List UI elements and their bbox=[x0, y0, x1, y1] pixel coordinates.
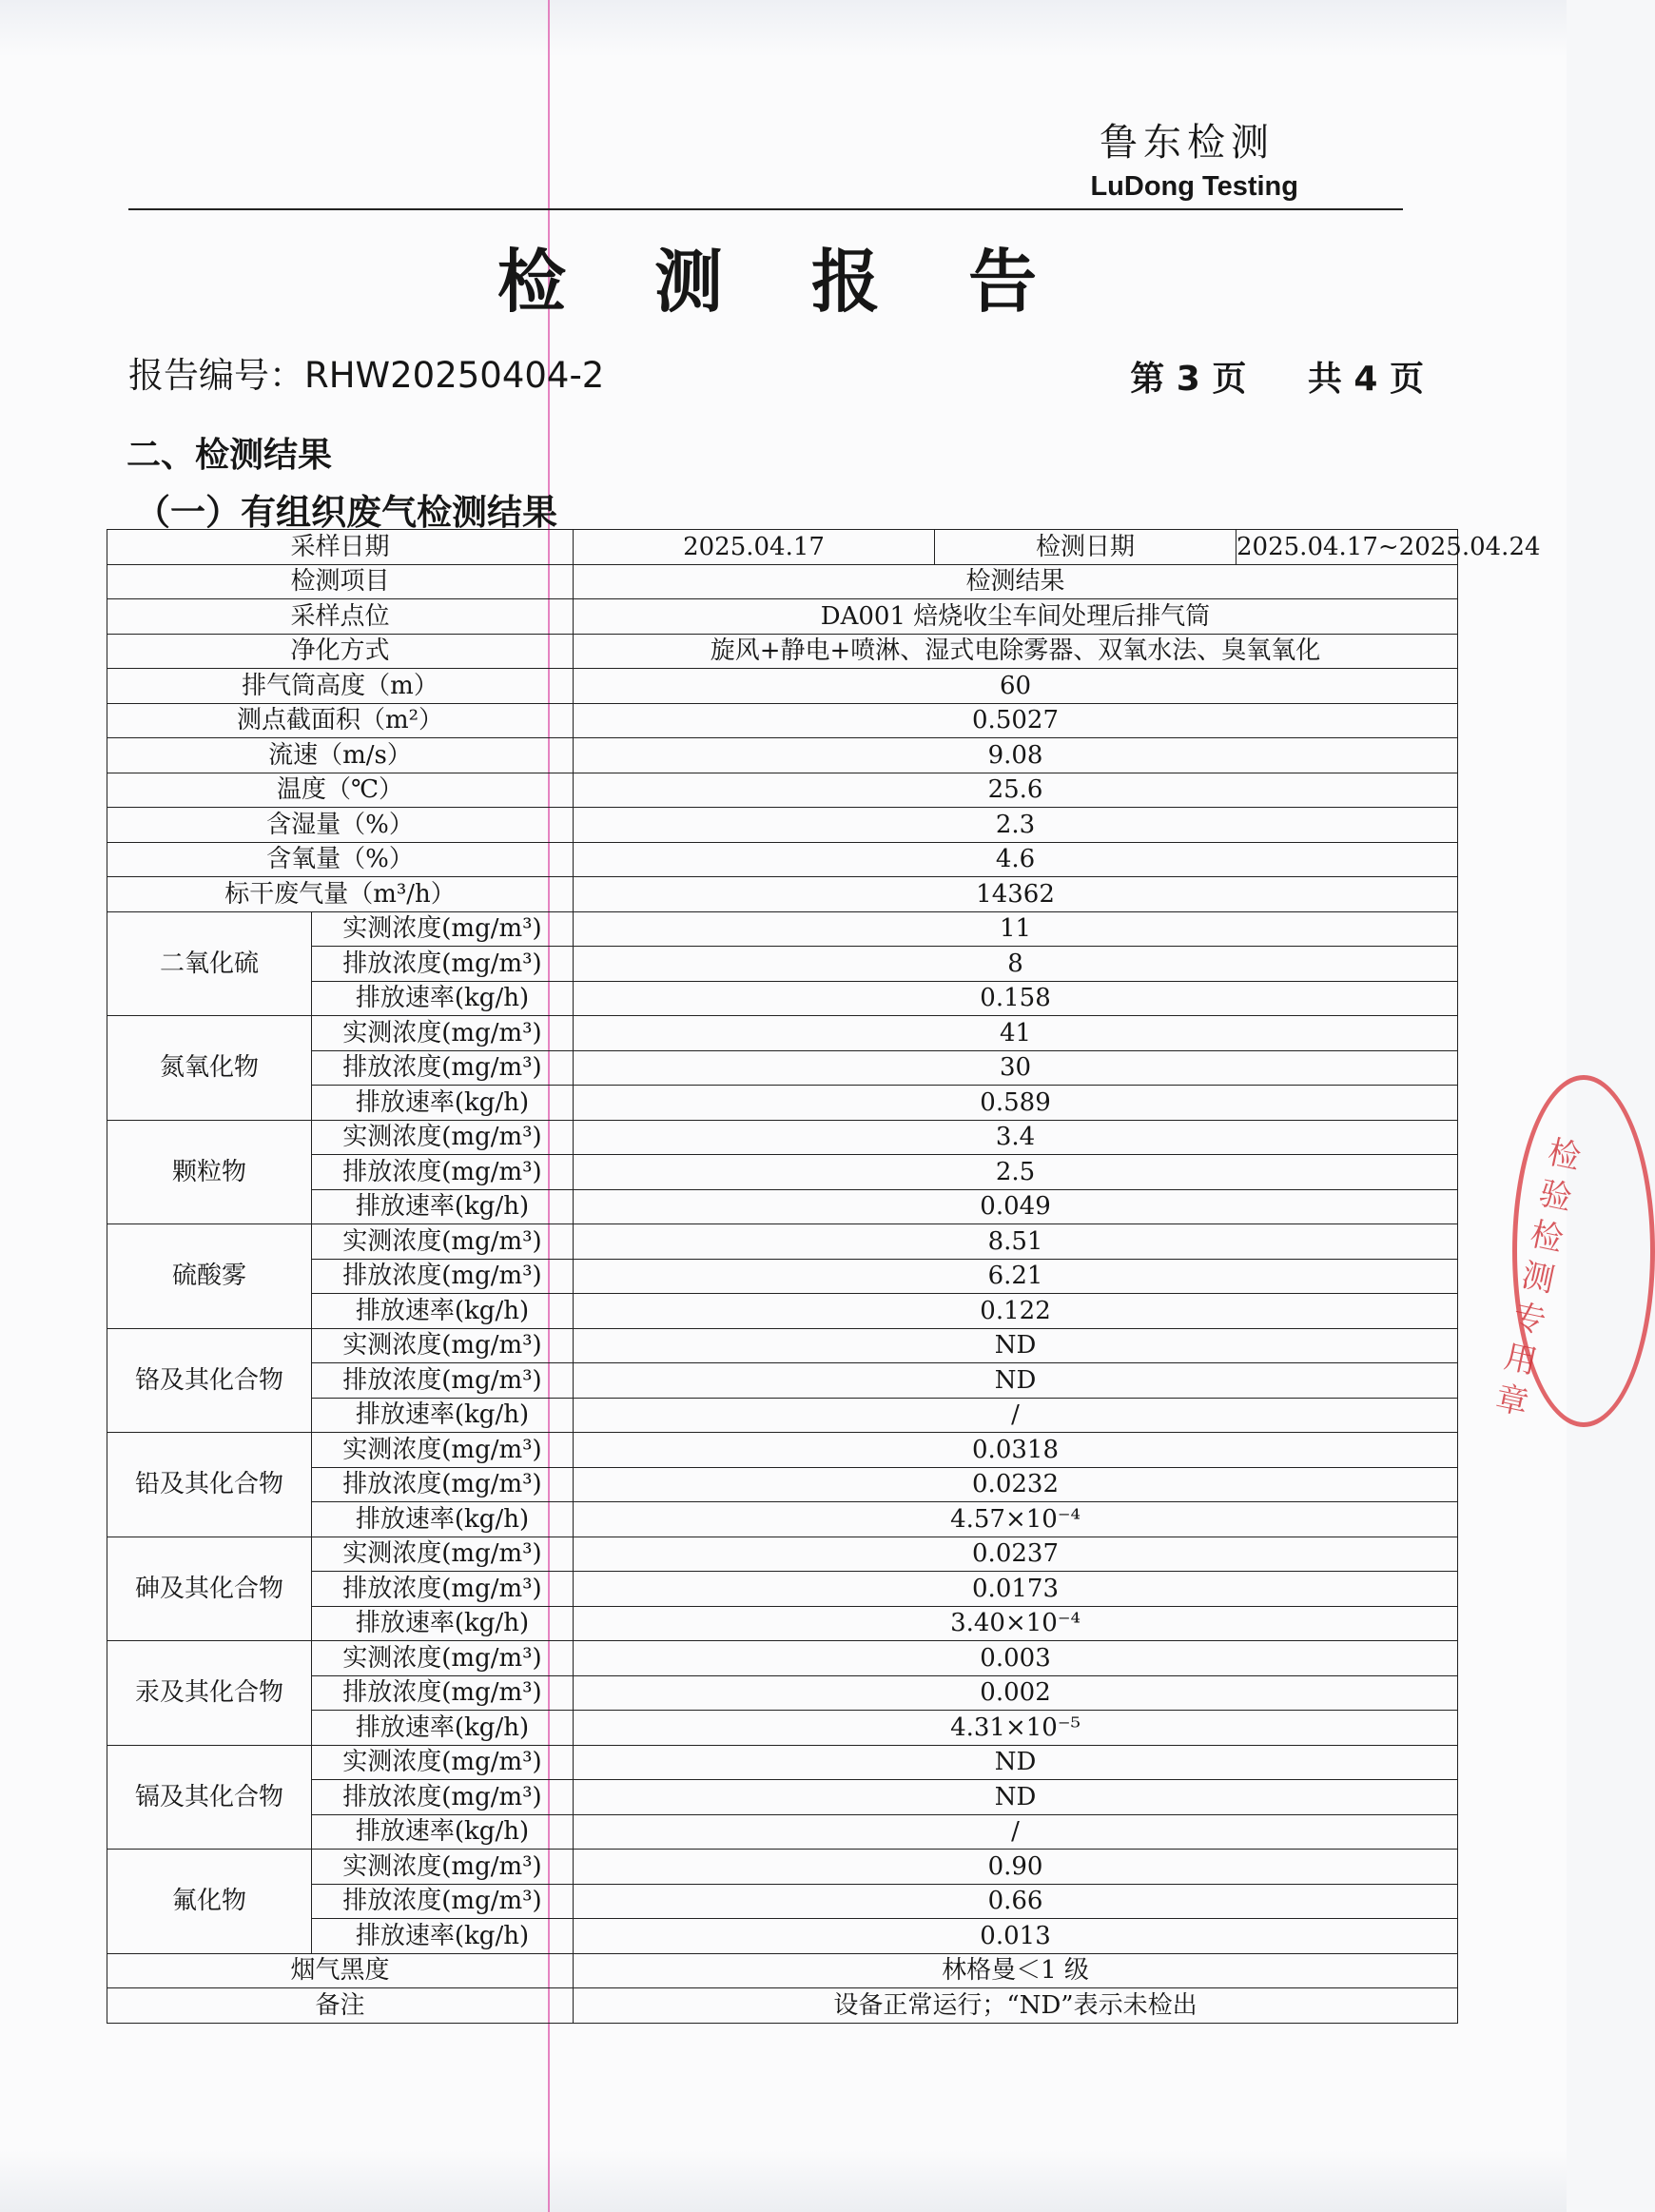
row-label: 流速（m/s） bbox=[107, 738, 574, 773]
pollutant-value: ND bbox=[574, 1745, 1458, 1780]
table-row bbox=[107, 808, 1458, 843]
table-row bbox=[107, 1953, 1458, 1988]
row-label: 采样点位 bbox=[107, 599, 574, 635]
col-result-header: 检测结果 bbox=[574, 564, 1458, 599]
pollutant-value: 6.21 bbox=[574, 1259, 1458, 1294]
pollutant-value: ND bbox=[574, 1363, 1458, 1399]
table-row bbox=[107, 773, 1458, 808]
pollutant-sub-label: 排放速率(kg/h) bbox=[312, 1502, 574, 1537]
row-value: 设备正常运行；“ND”表示未检出 bbox=[574, 1988, 1458, 2024]
header-rule bbox=[128, 208, 1403, 210]
row-label: 备注 bbox=[107, 1988, 574, 2024]
section-heading: 二、检测结果 bbox=[127, 436, 333, 475]
pollutant-sub-label: 排放速率(kg/h) bbox=[312, 1294, 574, 1329]
pollutant-value: 0.122 bbox=[574, 1294, 1458, 1329]
pollutant-sub-label: 实测浓度(mg/m³) bbox=[312, 1120, 574, 1155]
pollutant-sub-label: 排放浓度(mg/m³) bbox=[312, 1884, 574, 1919]
pollutant-sub-label: 排放速率(kg/h) bbox=[312, 1189, 574, 1224]
pollutant-sub-label: 排放浓度(mg/m³) bbox=[312, 1155, 574, 1190]
pollutant-sub-label: 排放浓度(mg/m³) bbox=[312, 1467, 574, 1502]
row-value: 4.6 bbox=[574, 842, 1458, 877]
pollutant-name: 二氧化硫 bbox=[107, 911, 312, 1016]
pollutant-value: 2.5 bbox=[574, 1155, 1458, 1190]
row-label: 含湿量（%） bbox=[107, 808, 574, 843]
pollutant-value: / bbox=[574, 1814, 1458, 1850]
page-total: 共 4 页 bbox=[1307, 360, 1424, 399]
pollutant-value: 8.51 bbox=[574, 1224, 1458, 1260]
pollutant-sub-label: 排放浓度(mg/m³) bbox=[312, 1050, 574, 1086]
report-number: 报告编号：RHW20250404-2 bbox=[128, 355, 605, 396]
table-row bbox=[107, 669, 1458, 704]
pollutant-sub-label: 实测浓度(mg/m³) bbox=[312, 1745, 574, 1780]
pollutant-name: 汞及其化合物 bbox=[107, 1641, 312, 1746]
row-value: 9.08 bbox=[574, 738, 1458, 773]
pollutant-value: 11 bbox=[574, 911, 1458, 947]
pollutant-sub-label: 排放浓度(mg/m³) bbox=[312, 947, 574, 982]
pollutant-value: 4.57×10⁻⁴ bbox=[574, 1502, 1458, 1537]
row-label: 含氧量（%） bbox=[107, 842, 574, 877]
pollutant-sub-label: 实测浓度(mg/m³) bbox=[312, 1850, 574, 1885]
pollutant-value: 0.158 bbox=[574, 981, 1458, 1016]
pollutant-name: 颗粒物 bbox=[107, 1120, 312, 1224]
pollutant-sub-label: 排放速率(kg/h) bbox=[312, 1606, 574, 1641]
table-row bbox=[107, 1328, 1458, 1363]
table-row bbox=[107, 911, 1458, 947]
pollutant-name: 镉及其化合物 bbox=[107, 1745, 312, 1850]
pollutant-sub-label: 排放浓度(mg/m³) bbox=[312, 1572, 574, 1607]
seal-stamp-text: 检验检测专用章 bbox=[1491, 1133, 1585, 1423]
pollutant-sub-label: 排放浓度(mg/m³) bbox=[312, 1259, 574, 1294]
pollutant-sub-label: 排放速率(kg/h) bbox=[312, 981, 574, 1016]
pollutant-sub-label: 排放浓度(mg/m³) bbox=[312, 1363, 574, 1399]
pollutant-name: 氮氧化物 bbox=[107, 1016, 312, 1121]
row-label: 温度（℃） bbox=[107, 773, 574, 808]
row-value: 林格曼＜1 级 bbox=[574, 1953, 1458, 1988]
pollutant-value: 0.589 bbox=[574, 1086, 1458, 1121]
table-row bbox=[107, 1433, 1458, 1468]
pollutant-sub-label: 排放浓度(mg/m³) bbox=[312, 1780, 574, 1815]
pollutant-value: ND bbox=[574, 1328, 1458, 1363]
row-value: 60 bbox=[574, 669, 1458, 704]
table-row bbox=[107, 634, 1458, 669]
table-row bbox=[107, 738, 1458, 773]
pollutant-value: 3.4 bbox=[574, 1120, 1458, 1155]
date-row bbox=[107, 530, 1458, 565]
table-row bbox=[107, 842, 1458, 877]
pollutant-value: 41 bbox=[574, 1016, 1458, 1051]
pollutant-sub-label: 实测浓度(mg/m³) bbox=[312, 1328, 574, 1363]
pollutant-value: 4.31×10⁻⁵ bbox=[574, 1711, 1458, 1746]
pollutant-value: 3.40×10⁻⁴ bbox=[574, 1606, 1458, 1641]
table-row bbox=[107, 1224, 1458, 1260]
pollutant-value: 0.013 bbox=[574, 1919, 1458, 1954]
pollutant-value: 0.049 bbox=[574, 1189, 1458, 1224]
pollutant-sub-label: 排放速率(kg/h) bbox=[312, 1711, 574, 1746]
table-row bbox=[107, 1988, 1458, 2024]
row-value: 0.5027 bbox=[574, 703, 1458, 738]
row-label: 净化方式 bbox=[107, 634, 574, 669]
pollutant-name: 铬及其化合物 bbox=[107, 1328, 312, 1433]
logo-chinese: 鲁东检测 bbox=[1100, 121, 1275, 165]
row-label: 标干废气量（m³/h） bbox=[107, 877, 574, 912]
table-row bbox=[107, 1641, 1458, 1676]
pollutant-name: 铅及其化合物 bbox=[107, 1433, 312, 1537]
pollutant-value: 0.90 bbox=[574, 1850, 1458, 1885]
row-label: 测点截面积（m²） bbox=[107, 703, 574, 738]
row-label: 烟气黑度 bbox=[107, 1953, 574, 1988]
pollutant-value: / bbox=[574, 1398, 1458, 1433]
row-value: 14362 bbox=[574, 877, 1458, 912]
test-date: 2025.04.17~2025.04.24 bbox=[1236, 530, 1458, 565]
pollutant-name: 砷及其化合物 bbox=[107, 1537, 312, 1641]
pollutant-sub-label: 排放浓度(mg/m³) bbox=[312, 1675, 574, 1711]
pollutant-sub-label: 实测浓度(mg/m³) bbox=[312, 1224, 574, 1260]
page-current: 第 3 页 bbox=[1130, 360, 1247, 399]
row-label: 排气筒高度（m） bbox=[107, 669, 574, 704]
pollutant-sub-label: 排放速率(kg/h) bbox=[312, 1086, 574, 1121]
pollutant-value: 8 bbox=[574, 947, 1458, 982]
sampling-date: 2025.04.17 bbox=[574, 530, 935, 565]
table-row bbox=[107, 1016, 1458, 1051]
logo-english: LuDong Testing bbox=[1090, 171, 1298, 202]
pollutant-value: 0.003 bbox=[574, 1641, 1458, 1676]
table-row bbox=[107, 1120, 1458, 1155]
row-value: DA001 焙烧收尘车间处理后排气筒 bbox=[574, 599, 1458, 635]
pollutant-value: 0.0318 bbox=[574, 1433, 1458, 1468]
pollutant-sub-label: 实测浓度(mg/m³) bbox=[312, 1641, 574, 1676]
pollutant-sub-label: 实测浓度(mg/m³) bbox=[312, 1537, 574, 1572]
pollutant-sub-label: 排放速率(kg/h) bbox=[312, 1814, 574, 1850]
pollutant-sub-label: 实测浓度(mg/m³) bbox=[312, 911, 574, 947]
pollutant-sub-label: 实测浓度(mg/m³) bbox=[312, 1016, 574, 1051]
pollutant-sub-label: 排放速率(kg/h) bbox=[312, 1919, 574, 1954]
row-value: 旋风+静电+喷淋、湿式电除雾器、双氧水法、臭氧氧化 bbox=[574, 634, 1458, 669]
table-row bbox=[107, 1745, 1458, 1780]
table-row bbox=[107, 703, 1458, 738]
table-row bbox=[107, 599, 1458, 635]
pollutant-name: 硫酸雾 bbox=[107, 1224, 312, 1329]
col-item-header: 检测项目 bbox=[107, 564, 574, 599]
pollutant-value: ND bbox=[574, 1780, 1458, 1815]
table-row bbox=[107, 1850, 1458, 1885]
table-row bbox=[107, 1537, 1458, 1572]
subsection-heading: （一）有组织废气检测结果 bbox=[135, 492, 557, 533]
test-date-label: 检测日期 bbox=[935, 530, 1236, 565]
pollutant-sub-label: 实测浓度(mg/m³) bbox=[312, 1433, 574, 1468]
pollutant-value: 0.0173 bbox=[574, 1572, 1458, 1607]
table-row bbox=[107, 877, 1458, 912]
pollutant-value: 30 bbox=[574, 1050, 1458, 1086]
row-value: 25.6 bbox=[574, 773, 1458, 808]
pollutant-value: 0.002 bbox=[574, 1675, 1458, 1711]
pollutant-value: 0.66 bbox=[574, 1884, 1458, 1919]
pollutant-name: 氟化物 bbox=[107, 1850, 312, 1954]
pollutant-sub-label: 排放速率(kg/h) bbox=[312, 1398, 574, 1433]
pollutant-value: 0.0232 bbox=[574, 1467, 1458, 1502]
page-indicator bbox=[1122, 352, 1424, 401]
header-row bbox=[107, 564, 1458, 599]
row-value: 2.3 bbox=[574, 808, 1458, 843]
report-title: 检 测 报 告 bbox=[496, 242, 1070, 322]
pollutant-value: 0.0237 bbox=[574, 1537, 1458, 1572]
sampling-date-label: 采样日期 bbox=[107, 530, 574, 565]
